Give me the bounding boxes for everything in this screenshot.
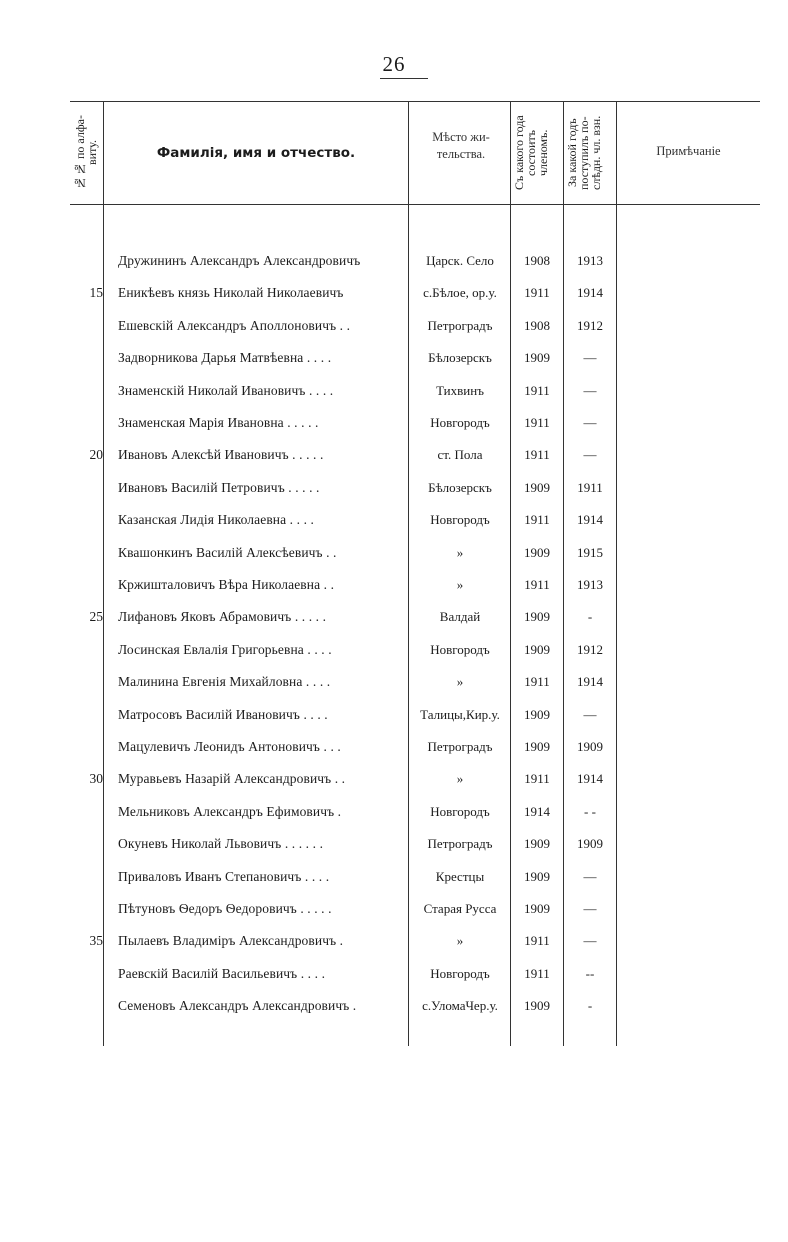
last-paid-year: - [587,609,593,625]
member-name: Малинина Евгенія Михайловна . . . . [118,674,331,690]
member-since-year: 1909 [524,836,550,852]
residence: » [456,674,464,690]
residence: Новгородъ [430,415,490,430]
table-row [70,602,760,633]
residence: с.УломаЧер.у. [422,998,498,1014]
residence: Петроградъ [427,317,493,333]
residence: Бѣлозерскъ [428,350,492,366]
header-number-column: №№ по алфа-виту. [73,115,99,191]
member-name: Пылаевъ Владиміръ Александровичъ . [118,933,344,949]
header-since-column: Съ какого года состоитъ членомъ. [512,115,550,191]
table-row [70,829,760,860]
member-name: Лифановъ Яковъ Абрамовичъ . . . . . [118,609,327,625]
member-since-year: 1909 [524,609,550,625]
residence: с.Бѣлое, ор.у. [423,285,497,301]
last-paid-year: — [583,350,597,366]
member-since-year: 1908 [524,317,550,333]
table-row [70,764,760,795]
last-paid-year: - - [584,803,596,819]
table-row [70,700,760,731]
residence: » [456,544,464,560]
member-name: Знаменская Марія Ивановна . . . . . [118,415,319,430]
last-paid-year: — [583,382,597,398]
member-since-year: 1909 [524,739,550,754]
member-since-year: 1911 [524,771,550,787]
member-since-year: 1909 [524,706,550,722]
member-name: Задворникова Дарья Матвѣевна . . . . [118,350,332,366]
member-name: Окуневъ Николай Львовичъ . . . . . . [118,836,324,852]
residence: Талицы,Кир.у. [420,706,500,722]
member-name: Раевскій Василій Васильевичъ . . . . [118,965,326,981]
member-since-year: 1909 [524,350,550,366]
member-since-year: 1911 [524,382,550,398]
table-row [70,505,760,536]
top-rule [70,101,760,102]
table-row [70,343,760,374]
header-place-column: Мѣсто жи-тельства. [432,130,490,161]
member-since-year: 1909 [524,998,550,1014]
member-name: Мацулевичъ Леонидъ Антоновичъ . . . [118,739,341,754]
member-since-year: 1909 [524,868,550,884]
residence: Новгородъ [430,965,490,981]
table-row [70,538,760,569]
member-name: Пѣтуновъ Ѳедоръ Ѳедоровичъ . . . . . [118,901,332,916]
member-name: Знаменскій Николай Ивановичъ . . . . [118,382,334,398]
member-since-year: 1909 [524,544,550,560]
table-row [70,440,760,471]
last-paid-year: 1909 [577,836,603,852]
last-paid-year: 1909 [577,739,603,754]
last-paid-year: - [587,998,593,1014]
table-row [70,311,760,342]
member-name: Лосинская Евлалія Григорьевна . . . . [118,641,332,657]
table-row [70,862,760,893]
table-row [70,667,760,698]
row-number: 30 [89,771,103,787]
member-since-year: 1911 [524,933,550,949]
member-name: Семеновъ Александръ Александровичъ . [118,998,357,1014]
member-name: Ивановъ Василій Петровичъ . . . . . [118,479,320,495]
member-name: Матросовъ Василій Ивановичъ . . . . [118,706,328,722]
member-since-year: 1911 [524,577,550,592]
table-row [70,473,760,504]
member-since-year: 1911 [524,965,550,981]
member-name: Квашонкинъ Василій Алексѣевичъ . . [118,544,337,560]
residence: Старая Русса [423,901,497,916]
header-paid-column: За какой годъ поступилъ по-слѣдн. чл. взн. [565,115,603,191]
page-number-rule [380,78,428,79]
member-name: Ивановъ Алексѣй Ивановичъ . . . . . [118,447,324,463]
header-note-column: Примѣчаніе [656,144,721,158]
last-paid-year: 1912 [577,641,603,657]
member-since-year: 1908 [524,253,550,268]
table-row [70,959,760,990]
member-since-year: 1911 [524,512,550,528]
last-paid-year: 1911 [577,479,603,495]
table-row [70,894,760,925]
member-name: Мельниковъ Александръ Ефимовичъ . [118,803,342,819]
row-number: 35 [89,933,103,949]
last-paid-year: 1914 [577,674,603,690]
last-paid-year: 1915 [577,544,603,560]
header-name-column: Фамилія, имя и отчество. [156,145,356,161]
residence: Новгородъ [430,803,490,819]
member-name: Кржишталовичъ Вѣра Николаевна . . [118,577,335,592]
member-since-year: 1911 [524,674,550,690]
member-name: Приваловъ Иванъ Степановичъ . . . . [118,868,330,884]
table-row [70,408,760,439]
residence: » [456,933,464,949]
residence: Новгородъ [430,641,490,657]
table-row [70,570,760,601]
residence: » [456,771,464,787]
member-name: Еникѣевъ князь Николай Николаевичъ [118,285,344,301]
last-paid-year: 1914 [577,512,603,528]
residence: » [456,577,464,592]
last-paid-year: 1913 [577,577,603,592]
table-row [70,991,760,1022]
last-paid-year: — [583,933,597,949]
member-name: Ешевскій Александръ Аполлоновичъ . . [118,317,351,333]
member-since-year: 1911 [524,285,550,301]
table-row [70,797,760,828]
page-number: 26 [382,52,406,76]
member-since-year: 1911 [524,447,550,463]
last-paid-year: — [583,706,597,722]
last-paid-year: — [583,868,597,884]
table-row [70,246,760,277]
residence: Валдай [439,609,481,625]
member-since-year: 1911 [524,415,550,430]
table-row [70,278,760,309]
last-paid-year: 1912 [577,317,603,333]
last-paid-year: — [583,447,597,463]
residence: Петроградъ [427,739,493,754]
residence: Бѣлозерскъ [428,479,492,495]
row-number: 15 [89,285,103,301]
last-paid-year: 1914 [577,771,603,787]
last-paid-year: 1913 [577,253,603,268]
last-paid-year: — [583,415,597,430]
member-name: Муравьевъ Назарій Александровичъ . . [118,771,346,787]
table-row [70,926,760,957]
row-number: 25 [89,609,103,625]
table-row [70,376,760,407]
last-paid-year: -- [585,965,595,981]
member-since-year: 1909 [524,901,550,916]
last-paid-year: — [583,901,597,916]
residence: Крестцы [435,868,485,884]
member-since-year: 1909 [524,641,550,657]
header-bottom-rule [70,204,760,205]
table-row [70,635,760,666]
member-since-year: 1914 [524,803,550,819]
member-since-year: 1909 [524,479,550,495]
residence: Петроградъ [427,836,493,852]
member-name: Дружининъ Александръ Александровичъ [118,253,361,268]
members-table [70,101,760,1046]
row-number: 20 [89,447,103,463]
residence: Тихвинъ [436,382,484,398]
member-name: Казанская Лидія Николаевна . . . . [118,512,315,528]
residence: Новгородъ [430,512,490,528]
residence: Царск. Село [426,253,494,268]
residence: ст. Пола [437,447,483,463]
table-row [70,732,760,763]
last-paid-year: 1914 [577,285,603,301]
